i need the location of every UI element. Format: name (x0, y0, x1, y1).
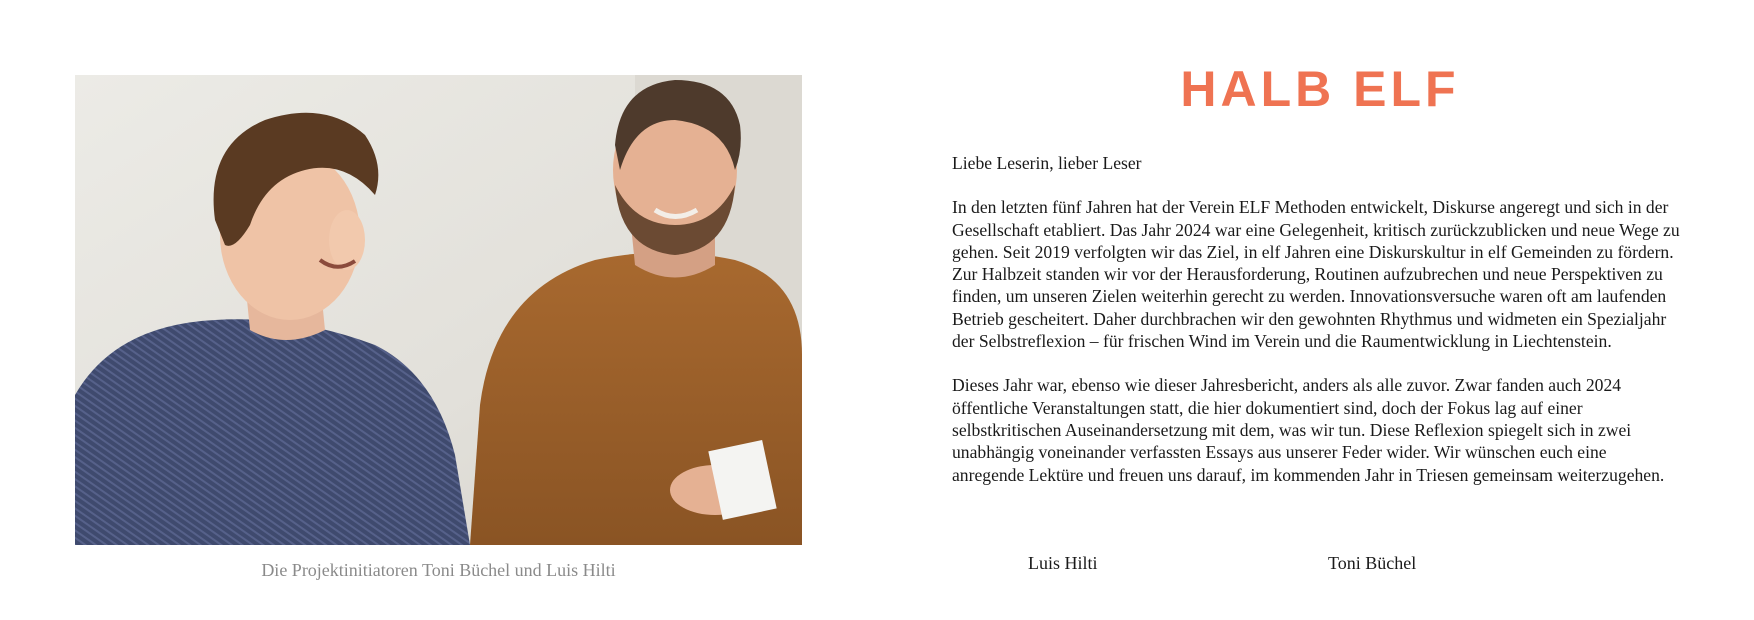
salutation: Liebe Leserin, lieber Leser (952, 153, 1142, 173)
signature-toni-buechel: Toni Büchel (1328, 553, 1417, 573)
portrait-photo (75, 75, 802, 545)
signature-luis-hilti: Luis Hilti (1028, 553, 1098, 573)
paragraph-1: In den letzten fünf Jahren hat der Verein ELF Methoden entwickelt, Diskurse angeregt und sich in der Gesellschaft etabliert. Das Jahr 2024 war eine Gelegenheit, kritisch zurückzublicken und neue Wege zu gehen. Seit 2019 verfolgten wir das Ziel, in elf Jahren eine Diskurskultur in elf Gemeinden zu fördern. Zur Halbzeit standen wir vor der Herausforderung, Routinen aufzubrechen und neue Perspektiven zu finden, um unseren Zielen weiterhin gerecht zu werden. Innovationsversuche waren oft am laufenden Betrieb gescheitert. Daher durchbrachen wir den gewohnten Rhythmus und widmeten ein Spezialjahr der Selbstreflexion – für frischen Wind im Verein und die Raumentwicklung in Liechtenstein. (952, 197, 1680, 352)
photo-caption: Die Projektinitiatoren Toni Büchel und Luis Hilti (261, 560, 616, 580)
portrait-photo-icon (75, 75, 802, 545)
letter-body (952, 152, 1682, 508)
paragraph-2: Dieses Jahr war, ebenso wie dieser Jahresbericht, anders als alle zuvor. Zwar fanden auch 2024 öffentliche Veranstaltungen statt, die hier dokumentiert sind, doch der Fokus lag auf einer selbstkritischen Auseinandersetzung mit dem, was wir tun. Diese Reflexion spiegelt sich in zwei unabhängig voneinander verfassten Essays aus unserer Feder wider. Wir wünschen euch eine anregende Lektüre und freuen uns darauf, im kommenden Jahr in Triesen gemeinsam weiterzugehen. (952, 375, 1665, 485)
page-title: HALB ELF (1180, 61, 1460, 117)
